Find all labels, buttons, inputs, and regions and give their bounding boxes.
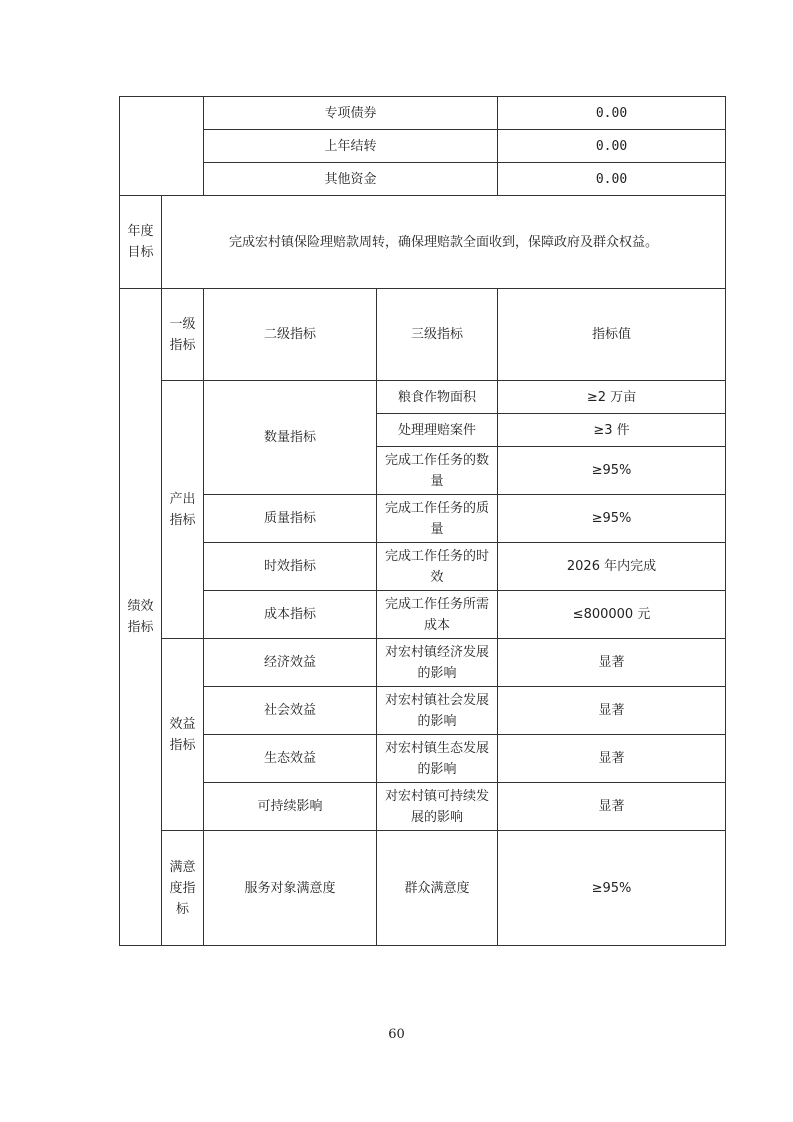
benefit-item-name: 对宏村镇经济发展的影响 (377, 639, 498, 687)
annual-goal-text: 完成宏村镇保险理赔款周转，确保理赔款全面收到，保障政府及群众权益。 (162, 196, 726, 289)
funding-value-special-bonds: 0.00 (498, 97, 726, 130)
timeliness-indicator-label: 时效指标 (204, 543, 377, 591)
quantity-item-name: 粮食作物面积 (377, 381, 498, 414)
benefit-item-name: 对宏村镇可持续发展的影响 (377, 783, 498, 831)
cost-indicator-label: 成本指标 (204, 591, 377, 639)
benefit-item-label: 经济效益 (204, 639, 377, 687)
page-number: 60 (388, 1027, 405, 1042)
satisfaction-item-value: ≥95% (498, 831, 726, 946)
satisfaction-indicator-label: 满意度指标 (162, 831, 204, 946)
benefit-item-name: 对宏村镇生态发展的影响 (377, 735, 498, 783)
cost-item-name: 完成工作任务所需成本 (377, 591, 498, 639)
benefit-item-label: 生态效益 (204, 735, 377, 783)
timeliness-item-name: 完成工作任务的时效 (377, 543, 498, 591)
benefit-item-value: 显著 (498, 687, 726, 735)
funding-name-carryover: 上年结转 (204, 130, 498, 163)
funding-blank-cell (120, 97, 204, 196)
quality-item-value: ≥95% (498, 495, 726, 543)
performance-target-table (119, 96, 726, 946)
quantity-indicator-label: 数量指标 (204, 381, 377, 495)
output-indicator-label: 产出指标 (162, 381, 204, 639)
benefit-item-value: 显著 (498, 783, 726, 831)
quantity-item-value: ≥3 件 (498, 414, 726, 447)
funding-value-other: 0.00 (498, 163, 726, 196)
indicators-label: 绩效指标 (120, 289, 162, 946)
header-value: 指标值 (498, 289, 726, 381)
header-level3: 三级指标 (377, 289, 498, 381)
annual-goal-label: 年度目标 (120, 196, 162, 289)
timeliness-item-value: 2026 年内完成 (498, 543, 726, 591)
funding-value-carryover: 0.00 (498, 130, 726, 163)
benefit-item-value: 显著 (498, 735, 726, 783)
cost-item-value: ≤800000 元 (498, 591, 726, 639)
satisfaction-item-name: 群众满意度 (377, 831, 498, 946)
quantity-item-value: ≥95% (498, 447, 726, 495)
header-level2: 二级指标 (204, 289, 377, 381)
quantity-item-name: 处理理赔案件 (377, 414, 498, 447)
satisfaction-item-label: 服务对象满意度 (204, 831, 377, 946)
benefit-item-value: 显著 (498, 639, 726, 687)
header-level1: 一级指标 (162, 289, 204, 381)
benefit-item-label: 可持续影响 (204, 783, 377, 831)
benefit-indicator-label: 效益指标 (162, 639, 204, 831)
quality-indicator-label: 质量指标 (204, 495, 377, 543)
quality-item-name: 完成工作任务的质量 (377, 495, 498, 543)
quantity-item-name: 完成工作任务的数量 (377, 447, 498, 495)
benefit-item-label: 社会效益 (204, 687, 377, 735)
funding-name-other: 其他资金 (204, 163, 498, 196)
funding-name-special-bonds: 专项债券 (204, 97, 498, 130)
quantity-item-value: ≥2 万亩 (498, 381, 726, 414)
benefit-item-name: 对宏村镇社会发展的影响 (377, 687, 498, 735)
